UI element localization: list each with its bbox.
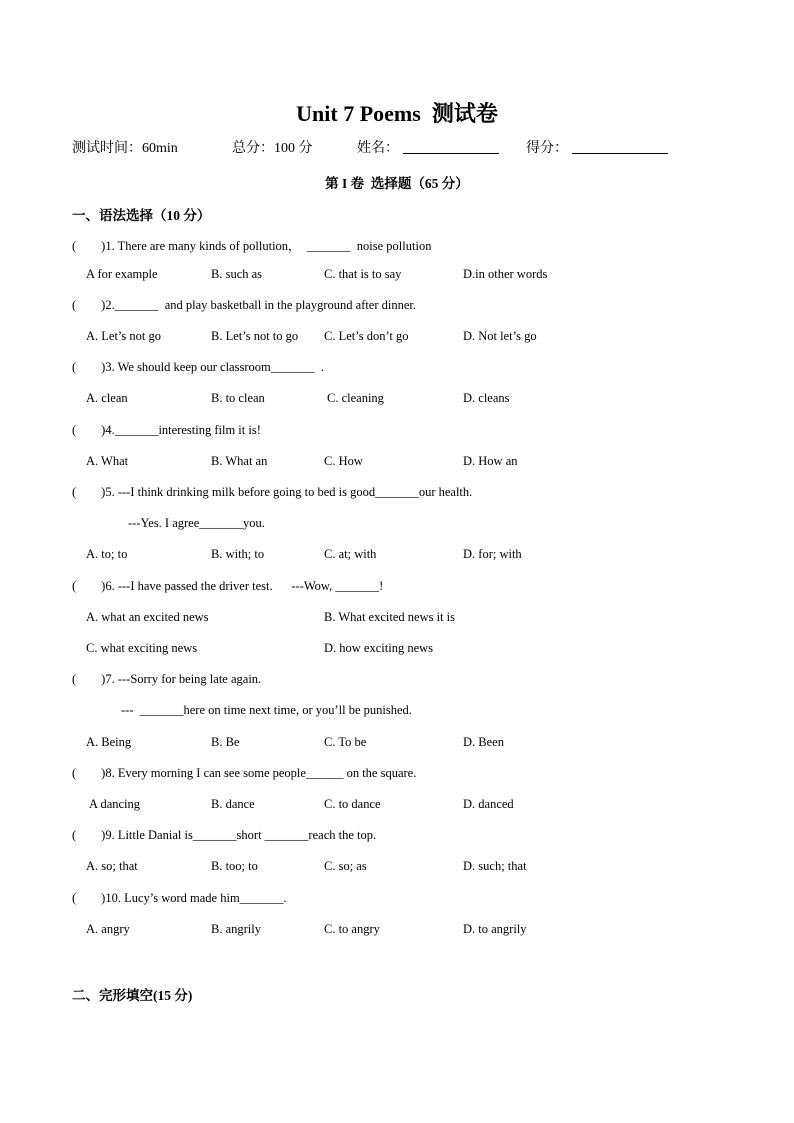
option-a: A. to; to	[86, 547, 128, 561]
option-d: D. how exciting news	[324, 641, 434, 655]
option-d: D. danced	[463, 797, 514, 811]
question-stem: ( )7. ---Sorry for being late again.	[72, 672, 262, 686]
option-b: B. with; to	[211, 547, 265, 561]
option-c: C. what exciting news	[86, 641, 198, 655]
option-b: B. such as	[211, 267, 263, 281]
option-a: A. clean	[86, 391, 128, 405]
name-label: 姓名：	[357, 141, 399, 156]
option-a: A. what an excited news	[86, 610, 209, 624]
option-c: C. Let’s don’t go	[324, 329, 409, 343]
section-grammar-heading: 一、语法选择（10 分）	[72, 208, 211, 223]
option-c: C. that is to say	[324, 267, 402, 281]
question-stem: ( )8. Every morning I can see some people______ on the square.	[72, 766, 417, 780]
option-a: A. Being	[86, 735, 132, 749]
question-stem: ( )4._______interesting film it is!	[72, 423, 261, 437]
option-a: A dancing	[89, 797, 141, 811]
option-d: D.in other words	[463, 267, 548, 281]
part-title: 第 I 卷 选择题（65 分）	[325, 176, 469, 191]
page-title: Unit 7 Poems 测试卷	[296, 101, 498, 126]
total-score: 总分：100 分	[232, 141, 313, 156]
question-stem: ( )2._______ and play basketball in the playground after dinner.	[72, 298, 417, 312]
option-c: C. to angry	[324, 922, 380, 936]
option-b: B. Let’s not to go	[211, 329, 299, 343]
option-b: B. to clean	[211, 391, 265, 405]
question-stem: ( )3. We should keep our classroom_______ .	[72, 360, 324, 374]
name-blank	[403, 139, 499, 154]
option-c: C. so; as	[324, 859, 367, 873]
option-a: A. What	[86, 454, 129, 468]
option-b: B. What excited news it is	[324, 610, 455, 624]
question-stem: ( )9. Little Danial is_______short _______reach the top.	[72, 828, 377, 842]
option-a: A. so; that	[86, 859, 138, 873]
option-a: A for example	[86, 267, 158, 281]
question-stem: ( )1. There are many kinds of pollution， _______ noise pollution	[72, 239, 432, 253]
option-c: C. To be	[324, 735, 367, 749]
option-c: C. to dance	[324, 797, 381, 811]
score-label: 得分：	[526, 141, 568, 156]
option-b: B. angrily	[211, 922, 261, 936]
option-c: C. cleaning	[327, 391, 384, 405]
option-d: D. such; that	[463, 859, 527, 873]
option-a: A. Let’s not go	[86, 329, 161, 343]
question-dialogue-line: ---Yes. I agree_______you.	[128, 516, 265, 530]
option-d: D. cleans	[463, 391, 510, 405]
option-a: A. angry	[86, 922, 130, 936]
option-c: C. at; with	[324, 547, 377, 561]
option-b: B. What an	[211, 454, 268, 468]
option-d: D. Been	[463, 735, 504, 749]
question-stem: ( )6. ---I have passed the driver test. ---Wow, _______!	[72, 579, 384, 593]
option-d: D. to angrily	[463, 922, 527, 936]
option-b: B. dance	[211, 797, 255, 811]
score-field	[526, 137, 668, 157]
option-d: D. How an	[463, 454, 518, 468]
test-time: 测试时间：60min	[72, 141, 178, 156]
option-c: C. How	[324, 454, 363, 468]
section-cloze-heading: 二、完形填空(15 分)	[72, 988, 193, 1003]
option-d: D. for; with	[463, 547, 522, 561]
score-blank	[572, 139, 668, 154]
question-stem: ( )5. ---I think drinking milk before going to bed is good_______our health.	[72, 485, 473, 499]
question-stem: ( )10. Lucy’s word made him_______.	[72, 891, 287, 905]
option-b: B. too; to	[211, 859, 258, 873]
option-d: D. Not let’s go	[463, 329, 537, 343]
name-field	[357, 137, 499, 157]
question-dialogue-line: --- _______here on time next time, or you’ll be punished.	[121, 703, 412, 717]
option-b: B. Be	[211, 735, 240, 749]
